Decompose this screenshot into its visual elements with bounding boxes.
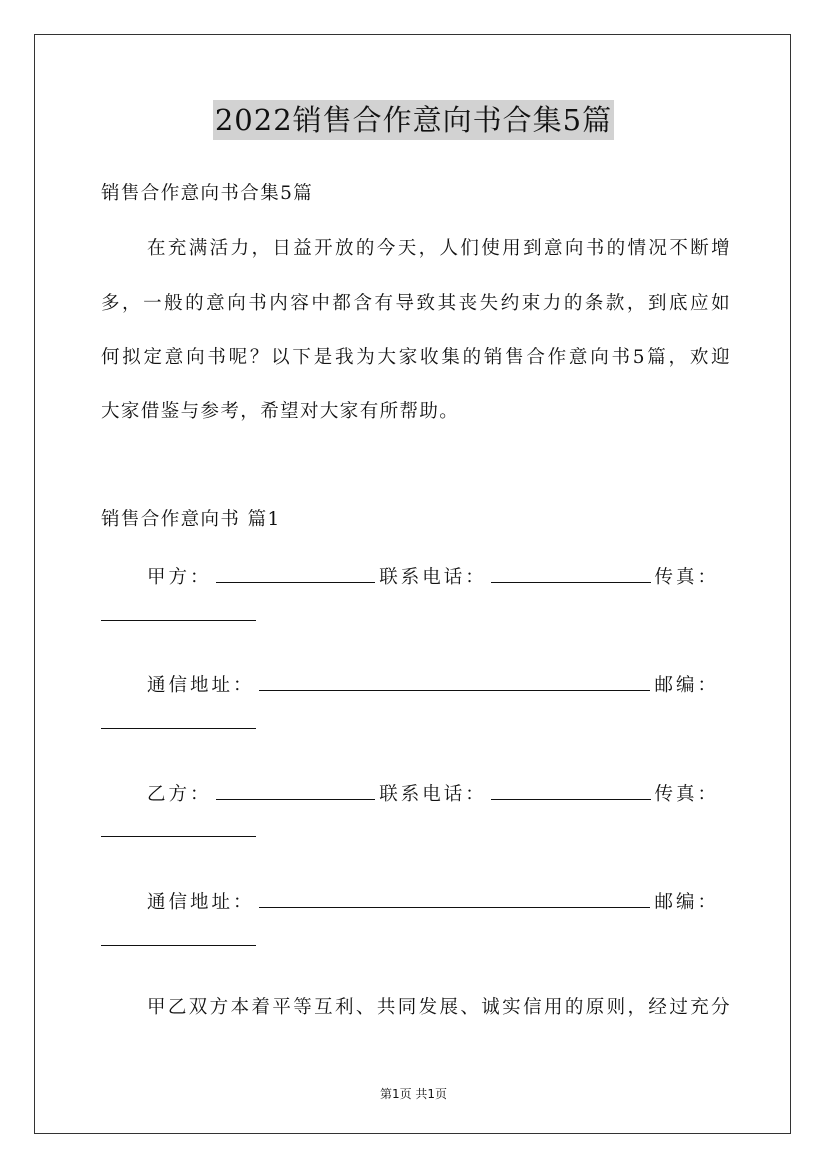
body-last-line: 甲乙双方本着平等互利、共同发展、诚实信用的原则，经过充分 [147,997,731,1018]
party-b-zip-label: 邮编： [654,892,719,913]
intro-line-1: 在充满活力，日益开放的今天，人们使用到意向书的情况不断增 [147,238,731,259]
party-a-address-blank [259,676,651,691]
party-a-row [147,563,719,589]
intro-line-2: 多，一般的意向书内容中都含有导致其丧失约束力的条款，到底应如 [101,293,731,314]
party-b-zip-blank [101,945,256,946]
party-b-address-blank [259,893,651,908]
party-b-phone-label: 联系电话： [379,784,487,805]
party-a-address-label: 通信地址： [147,675,255,696]
party-b-address-row [147,888,719,914]
intro-line-3: 何拟定意向书呢？以下是我为大家收集的销售合作意向书5篇，欢迎 [101,347,731,368]
party-a-blank [216,568,376,583]
party-a-label: 甲方： [147,567,212,588]
party-b-row [147,780,719,806]
party-b-fax-blank [101,836,256,837]
document-title: 2022销售合作意向书合集5篇 [213,100,614,140]
party-a-phone-blank [491,568,651,583]
party-b-label: 乙方： [147,784,212,805]
intro-line-4: 大家借鉴与参考，希望对大家有所帮助。 [101,401,460,422]
party-a-fax-blank [101,620,256,621]
party-b-address-label: 通信地址： [147,892,255,913]
document-subtitle: 销售合作意向书合集5篇 [101,183,314,204]
party-b-fax-label: 传真： [654,784,720,805]
party-b-phone-blank [491,785,651,800]
page-footer: 第1页 共1页 [379,1087,448,1101]
party-a-zip-blank [101,728,256,729]
party-b-blank [216,785,376,800]
party-a-zip-label: 邮编： [654,675,719,696]
section-heading: 销售合作意向书 篇1 [101,509,281,530]
party-a-phone-label: 联系电话： [379,567,487,588]
party-a-fax-label: 传真： [654,567,720,588]
party-a-address-row [147,671,719,697]
